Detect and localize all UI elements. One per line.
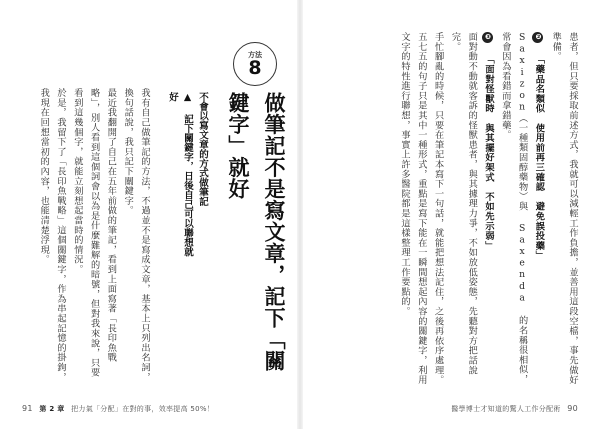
page-number-right: 90	[567, 404, 578, 413]
method-label: 方法	[248, 50, 262, 59]
section-subhead	[167, 92, 210, 262]
mnemonic-3-text: 「面對怪獸時 與其擺好架式 不如先示弱」	[483, 54, 495, 251]
right-paragraph: 面對動不動就客訴的怪獸患者，與其據理力爭，不如放低姿態，先聽對方把話說完。	[449, 32, 478, 375]
left-paragraph: 最近我翻開了自己在五年前做的筆記，看到上面寫著「長印魚戰略」，別人看到這個詞會以為是什麼難解的暗號，但對我來說，只要看到這幾個字，就能立刻想起當時的情況。	[71, 88, 117, 378]
left-body-text	[22, 88, 152, 383]
right-footer	[451, 404, 578, 414]
mnemonic-2-text: 「藥品名類似 使用前再三確認 避免誤投藥」	[533, 54, 545, 261]
page-number-left: 91	[22, 404, 33, 413]
method-number: 8	[248, 56, 262, 79]
subhead-line-1: 不會以寫文章的方式做筆記	[197, 92, 208, 206]
footer-chapter: 第 2 章	[39, 405, 65, 413]
right-paragraph: Saxizon（一種類固醇藥物）與 Saxenda 的名稱很相似，常會因為看錯而拿錯藥。	[499, 32, 528, 385]
right-paragraph: 患者，但只要採取前述方式，我就可以減輕工作負擔，並善用這段空檔，事先做好準備。	[550, 32, 578, 385]
left-paragraph: 我有自己做筆記的方法，不過並不是寫成文章，基本上只列出名詞，換句話說，我只記下關鍵字。	[122, 88, 150, 382]
footer-title-left: 把力氣「分配」在對的事，效率提高 50%！	[71, 405, 215, 413]
right-paragraph: 五七五的句子只是其中一種形式，重點是寫下能在一瞬間想起內容的關鍵字，利用文字的特性進行聯想，事實上許多醫院都是這樣整理工作要點的。	[399, 32, 427, 385]
chapter-headline: 做筆記不是寫文章，記下「關鍵字」就好	[226, 92, 286, 372]
left-page	[0, 0, 297, 429]
subhead-line-2: ▲ 記下關鍵字，日後自己可以聯想就好	[167, 92, 193, 257]
right-paragraph: 手忙腳亂的時候，只要在筆記本寫下一句話，就能把想法記住，之後再依序處理。	[432, 32, 444, 385]
left-footer	[22, 404, 214, 414]
number-3-badge: ❸	[484, 33, 493, 42]
footer-title-right: 醫學博士才知道的驚人工作分配術	[451, 405, 561, 413]
number-2-badge: ❷	[534, 33, 543, 42]
right-body-text	[345, 32, 580, 387]
right-page	[303, 0, 600, 429]
mnemonic-3	[479, 32, 496, 387]
mnemonic-2	[530, 32, 547, 387]
left-paragraph: 於是，我留下了「長印魚戰略」這個關鍵字，作為串起記憶的掛鉤，我現在回想當初的內容，也能清楚浮現。	[38, 88, 67, 382]
method-badge	[233, 42, 277, 86]
